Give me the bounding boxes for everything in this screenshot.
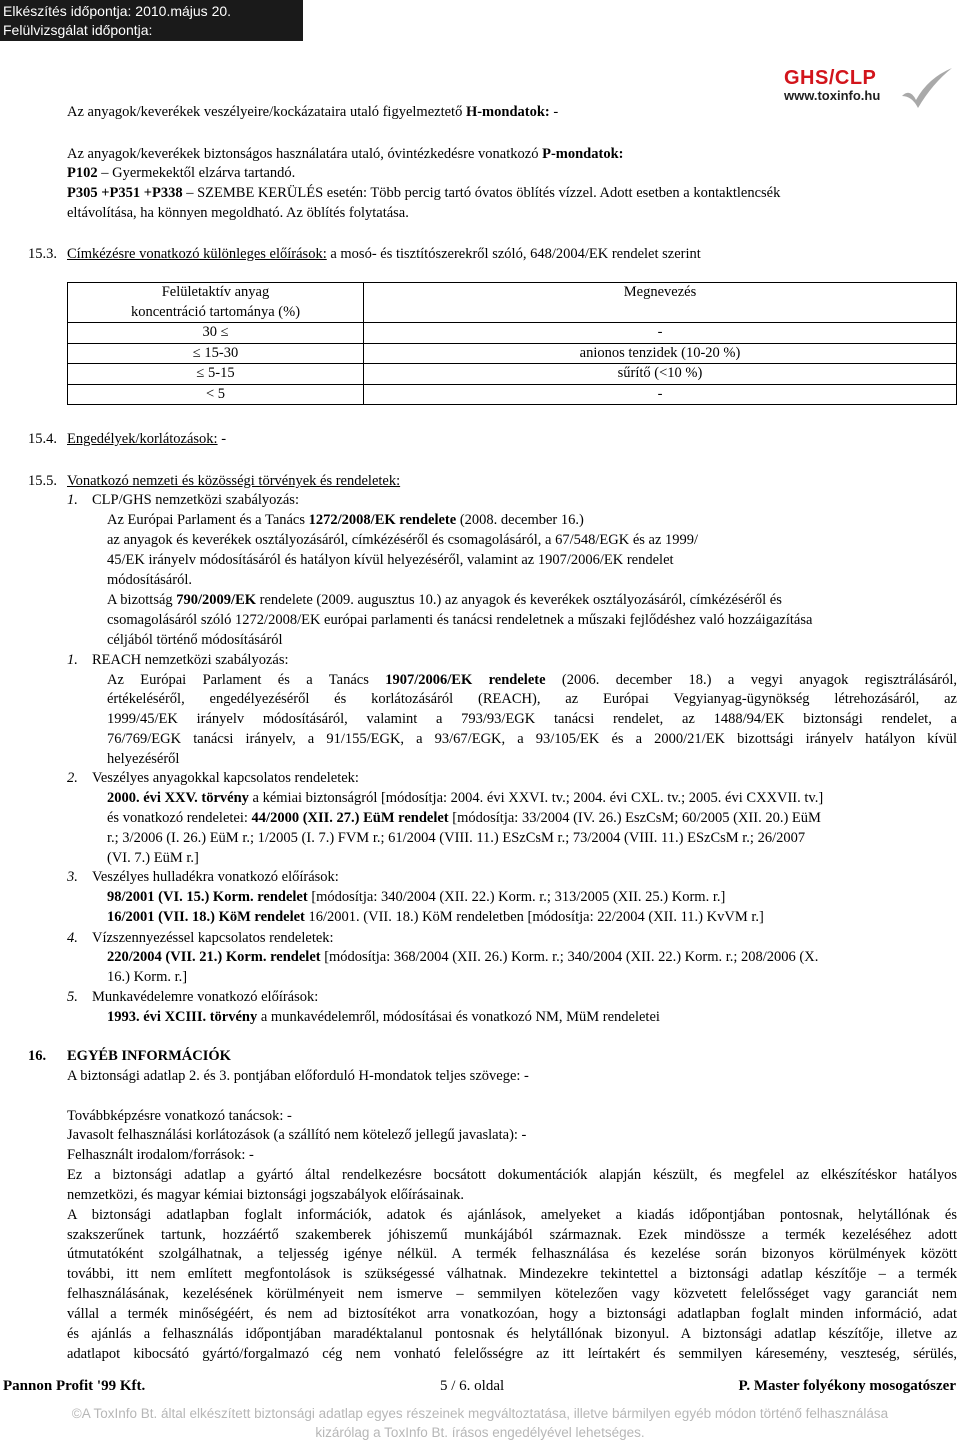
created-date-bar: Elkészítés időpontja: 2010.május 20. [0, 0, 303, 22]
footer-company: Pannon Profit '99 Kft. [3, 1378, 146, 1394]
table-header-name: Megnevezés [364, 283, 957, 323]
clp-line-7: céljából történő módosításáról [107, 632, 283, 648]
p305-text: – SZEMBE KERÜLÉS esetén: Több percig tartó óvatos öblítés vízzel. Adott esetben a kontaktlencsék [182, 185, 781, 201]
hazard-statements-line [67, 103, 558, 123]
worksafety-title: Munkavédelemre vonatkozó előírások: [92, 989, 319, 1005]
table-row [68, 323, 957, 344]
hazard-value: - [549, 104, 559, 120]
p305-line-1 [67, 184, 780, 204]
table-cell-name: sűrítő (<10 %) [364, 364, 957, 385]
table-row [68, 384, 957, 405]
table-row [68, 364, 957, 385]
waste-title: Veszélyes hulladékra vonatkozó előírások: [92, 869, 339, 885]
list-number: 3. [67, 869, 78, 885]
section-15-4-number: 15.4. [28, 431, 57, 447]
disclaimer-p1-line-2: nemzetközi, és magyar kémiai biztonsági jogszabályok előírásainak. [67, 1187, 465, 1203]
footer-copyright-1: ©A ToxInfo Bt. által elkészített biztonsági adatlap egyes részeinek megváltoztatása, illetve bármilyen egyéb módon történő felhasználása [71, 1406, 889, 1421]
water-line-1: 220/2004 (VII. 21.) Korm. rendelet [módosítja: 368/2004 (XII. 26.) Korm. r.; 340/2004 (XII. 22.) Korm. r.; 208/2006 (X. [107, 949, 819, 965]
waste-line-2: 16/2001 (VII. 18.) KöM rendelet 16/2001. (VII. 18.) KöM rendeletben [módosítja: 22/2004 (XII. 11.) KvVM r.] [107, 909, 764, 925]
dangerous-line-4: (VI. 7.) EüM r.] [107, 850, 199, 866]
section-15-3-number: 15.3. [28, 246, 57, 262]
table-header-row [68, 283, 957, 323]
footer-product: P. Master folyékony mosogatószer [738, 1378, 956, 1394]
clp-line-1: Az Európai Parlament és a Tanács 1272/2008/EK rendelete (2008. december 16.) [107, 512, 584, 528]
table-header-concentration: Felületaktív anyag koncentráció tartománya (%) [68, 283, 364, 323]
ghs-clp-logo [782, 64, 954, 112]
revision-date-bar: Felülvizsgálat időpontja: [0, 19, 303, 41]
dangerous-substances-title: Veszélyes anyagokkal kapcsolatos rendeletek: [92, 770, 359, 786]
reach-title: REACH nemzetközi szabályozás: [92, 652, 289, 668]
section-15-4-value: - [217, 431, 227, 447]
precautionary-bold: P-mondatok: [542, 146, 624, 162]
p102-line [67, 164, 295, 184]
dangerous-line-1: 2000. évi XXV. törvény a kémiai biztonságról [módosítja: 2004. évi XXVI. tv.; 2004. évi CXL. tv.; 2005. évi CXXVII. tv.] [107, 790, 824, 806]
section-15-5-title: Vonatkozó nemzeti és közösségi törvények és rendeletek: [67, 473, 401, 489]
list-number: 4. [67, 930, 78, 946]
disclaimer-p2-line-1: A biztonsági adatlapban foglalt információk, adatok és ajánlások, amelyeket a kiadás időpontjában pontosnak, helytállónak és [67, 1207, 957, 1223]
p305-line-2: eltávolítása, ha könnyen megoldható. Az öblítés folytatása. [67, 205, 409, 221]
clp-line-4: módosításáról. [107, 572, 192, 588]
disclaimer-p2-line-7: és ajánlás a felhasználás időpontjában maradéktalanul pontosnak és helytállónak bizonyul. A biztonsági adatlap készítője, illetve az [67, 1326, 957, 1342]
check-swoosh-icon [900, 66, 954, 110]
list-number: 1. [67, 652, 78, 668]
section-15-3-title: Címkézésre vonatkozó különleges előírások: [67, 246, 327, 262]
table-cell-name: anionos tenzidek (10-20 %) [364, 343, 957, 364]
section-16-number: 16. [28, 1048, 47, 1064]
table-row [68, 343, 957, 364]
logo-url: www.toxinfo.hu [784, 88, 881, 103]
table-cell-name: - [364, 323, 957, 344]
clp-line-2: az anyagok és keverékek osztályozásáról, címkézéséről és csomagolásáról, a 67/548/EGK és az 1999/ [107, 532, 699, 548]
h-text-line: A biztonsági adatlap 2. és 3. pontjában előforduló H-mondatok teljes szövege: - [67, 1068, 529, 1084]
dangerous-line-2: és vonatkozó rendeletei: 44/2000 (XII. 27.) EüM rendelet [módosítja: 33/2004 (IV. 26.) EszCsM; 60/2005 (XII. 20.) EüM [107, 810, 821, 826]
training-line: Továbbképzésre vonatkozó tanácsok: - [67, 1108, 292, 1124]
logo-brand: GHS/CLP [784, 67, 877, 89]
reach-line-3: 1999/45/EK irányelv módosításáról, valamint a 793/93/EGK tanácsi rendelet, az 1488/94/EK biztonsági rendelet, a [107, 711, 957, 727]
clp-line-6: csomagolásáról szóló 1272/2008/EK európai parlamenti és tanácsi rendeletnek a műszaki fejlődéshez való hozzáigazítása [107, 612, 813, 628]
reach-line-2: értékeléséről, engedélyezéséről és korlátozásáról (REACH), az Európai Vegyianyag-ügynökség létrehozásáról, az [107, 691, 957, 707]
disclaimer-p2-line-8: adatlapot kibocsátó gyártó/forgalmazó cég nem vonható felelősségre az itt leírtakért és semmilyen káresemény, veszteség, sérülés, [67, 1346, 957, 1362]
disclaimer-p2-line-6: vállal a termék minőségéért, és nem ad biztosítékot arra vonatkozóan, hogy a biztonsági adatlapban foglalt minden információ, adat [67, 1306, 957, 1322]
section-15-3-heading [67, 245, 701, 265]
disclaimer-p2-line-4: további, itt nem említett megfontolások is szükségessé válhatnak. Mindezekre tekintettel a biztonsági adatlap készítője – a termék [67, 1266, 957, 1282]
dangerous-line-3: r.; 3/2006 (I. 26.) EüM r.; 1/2005 (I. 7.) FVM r.; 61/2004 (VIII. 11.) ESzCsM r.; 73/2004 (VIII. 11.) ESzCsM r.; 26/2007 [107, 830, 806, 846]
table-cell-conc: < 5 [68, 384, 364, 405]
disclaimer-p2-line-2: szakszerűnek tartunk, hozzáértő szakemberek jóhiszemű munkájából származnak. Ezek mindössze a termék kezeléséhez adott [67, 1227, 957, 1243]
p305-code: P305 +P351 +P338 [67, 185, 183, 201]
literature-line: Felhasznált irodalom/források: - [67, 1147, 254, 1163]
water-line-2: 16.) Korm. r.] [107, 969, 188, 985]
worksafety-line-1: 1993. évi XCIII. törvény a munkavédelemről, módosításai és vonatkozó NM, MüM rendeletei [107, 1009, 660, 1025]
list-number: 2. [67, 770, 78, 786]
restrictions-line: Javasolt felhasználási korlátozások (a szállító nem kötelező jellegű javaslata): - [67, 1127, 527, 1143]
table-cell-conc: ≤ 15-30 [68, 343, 364, 364]
section-15-4-heading [67, 430, 226, 450]
p102-code: P102 [67, 165, 98, 181]
disclaimer-p1-line-1: Ez a biztonsági adatlap a gyártó által rendelkezésre bocsátott dokumentációk alapján készült, és megfelel az elkészítéskor hatályos [67, 1167, 957, 1183]
p102-text: – Gyermekektől elzárva tartandó. [97, 165, 296, 181]
section-15-4-title: Engedélyek/korlátozások: [67, 431, 218, 447]
section-16-title: EGYÉB INFORMÁCIÓK [67, 1048, 231, 1064]
precautionary-label: Az anyagok/keverékek biztonságos használatára utaló, óvintézkedésre vonatkozó [67, 146, 543, 162]
disclaimer-p2-line-5: felhasználásának, kezelésének körülményeit nem ismerve – semmilyen kötelezően vagy közvetett felelősséget vagy garanciát nem [67, 1286, 957, 1302]
reach-line-1: Az Európai Parlament és a Tanács 1907/2006/EK rendelete (2006. december 18.) a vegyi anyagok regisztrálásáról, [107, 672, 957, 688]
table-cell-conc: 30 ≤ [68, 323, 364, 344]
hazard-label: Az anyagok/keverékek veszélyeire/kockázataira utaló figyelmeztető [67, 104, 466, 120]
reach-line-4: 76/769/EGK tanácsi irányelv, a 91/155/EGK, a 93/67/EGK, a 93/105/EK és a 2000/21/EK bizottsági irányelv hatályon kívül [107, 731, 957, 747]
reach-line-5: helyezéséről [107, 751, 180, 767]
table-cell-conc: ≤ 5-15 [68, 364, 364, 385]
footer-copyright-2: kizárólag a ToxInfo Bt. írásos engedélyével lehetséges. [315, 1425, 645, 1440]
composition-table [67, 282, 957, 405]
disclaimer-p2-line-3: útmutatóként szolgálhatnak, a teljesség igénye nélkül. A termék felhasználása és kezelése során bizonyos körülmények között [67, 1246, 957, 1262]
clp-title: CLP/GHS nemzetközi szabályozás: [92, 492, 299, 508]
clp-line-3: 45/EK irányelv módosításáról és hatályon kívül helyezéséről, valamint az 1907/2006/EK rendelet [107, 552, 674, 568]
list-number: 1. [67, 492, 78, 508]
waste-line-1: 98/2001 (VI. 15.) Korm. rendelet [módosítja: 340/2004 (XII. 22.) Korm. r.; 313/2005 (XII. 25.) Korm. r.] [107, 889, 726, 905]
section-15-5-number: 15.5. [28, 473, 57, 489]
table-cell-name: - [364, 384, 957, 405]
list-number: 5. [67, 989, 78, 1005]
footer-page-number: 5 / 6. oldal [440, 1378, 505, 1394]
section-15-3-text: a mosó- és tisztítószerekről szóló, 648/2004/EK rendelet szerint [326, 246, 701, 262]
clp-line-5: A bizottság 790/2009/EK rendelete (2009. augusztus 10.) az anyagok és keverékek osztályozásáról, címkézéséről és [107, 592, 782, 608]
hazard-bold: H-mondatok: [465, 104, 550, 120]
precautionary-heading [67, 145, 623, 165]
water-title: Vízszennyezéssel kapcsolatos rendeletek: [92, 930, 334, 946]
